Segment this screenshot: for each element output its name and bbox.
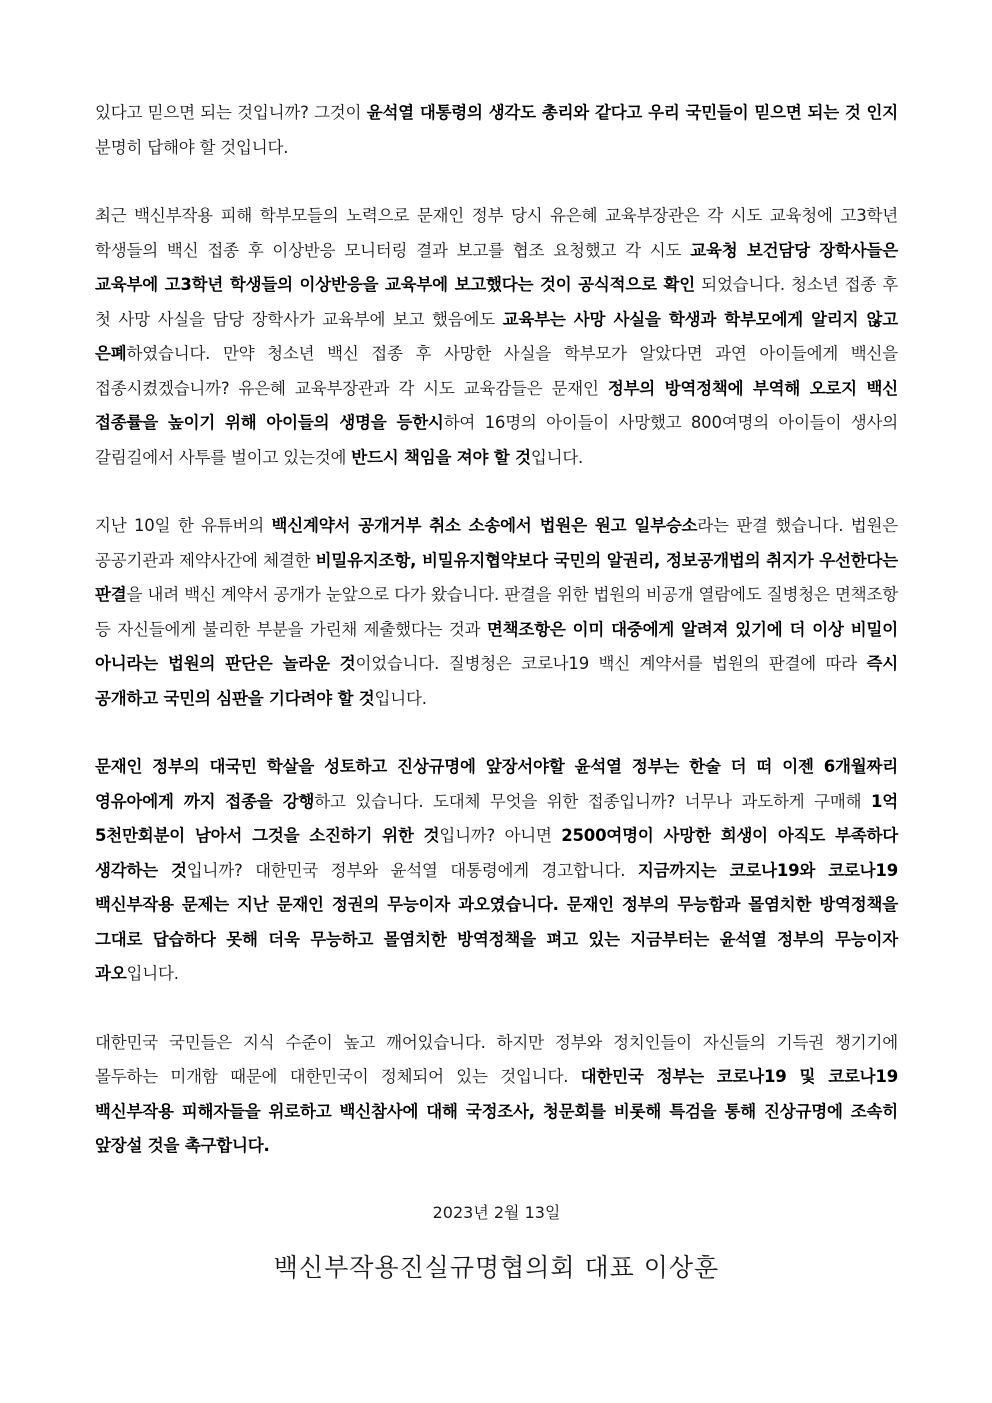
emphasis-text: 면책조항은 이미 대중에게 알려져 있기에 더 이상 비밀이 아니라는 법원의 판단은 놀라운 것	[95, 619, 899, 673]
emphasis-text: 교육청 보건담당 장학사들은 교육부에 고3학년 학생들의 이상반응을 교육부에 보고했다는 것이 공식적으로 확인	[95, 240, 898, 294]
body-text: 최근 백신부작용 피해 학부모들의 노력으로 문재인 정부 당시 유은혜 교육부장관은 각 시도 교육청에 고3학년 학생들의 백신 접종 후 이상반응 모니터링 결과 보고를 협조 요청했고 각 시도	[95, 206, 898, 260]
body-text: 하고 있습니다. 도대체 무엇을 위한 접종입니까? 너무나 과도하게 구매해	[314, 791, 871, 811]
paragraph-2	[95, 199, 898, 475]
body-text: 입니까? 대한민국 정부와 윤석열 대통령에게 경고합니다.	[186, 860, 638, 880]
body-text: 라는 판결 했습니다. 법원은 공공기관과 제약사간에 체결한	[95, 516, 898, 570]
emphasis-text: 윤석열 대통령의 생각도 총리와 같다고 우리 국민들이 믿으면 되는 것 인지	[366, 103, 898, 122]
emphasis-text: 비밀유지조항, 비밀유지협약보다 국민의 알권리, 정보공개법의 취지가 우선한다는 판결	[95, 550, 898, 604]
body-text: 이었습니다. 질병청은 코로나19 백신 계약서를 법원의 판결에 따라	[355, 654, 867, 673]
paragraph-1	[95, 96, 898, 165]
body-text: 하여 16명의 아이들이 사망했고 800여명의 아이들이 생사의 갈림길에서 사투를 벌이고 있는것에	[95, 413, 898, 467]
statement-body	[95, 96, 898, 1164]
body-text: 입니다.	[126, 964, 179, 983]
emphasis-text: 문재인 정부의 대국민 학살을 성토하고 진상규명에 앞장서야할 윤석열 정부는 한술 더 떠 이젠 6개월짜리 영유아에게 까지 접종을 강행	[95, 757, 898, 811]
emphasis-text: 2500여명이 사망한 희생이 아직도 부족하다 생각하는 것	[95, 826, 898, 880]
body-text: 입니다.	[374, 688, 427, 708]
body-text: 하였습니다. 만약 청소년 백신 접종 후 사망한 사실을 학부모가 알았다면 과연 아이들에게 백신을 접종시켰겠습니까? 유은혜 교육부장관과 각 시도 교육감들은 문재인	[95, 344, 898, 398]
paragraph-4	[95, 750, 898, 992]
signature: 백신부작용진실규명협의회 대표 이상훈	[273, 1252, 720, 1282]
emphasis-text: 교육부는 사망 사실을 학생과 학부모에게 알리지 않고 은폐	[95, 309, 898, 363]
emphasis-text: 1억 5천만회분이 남아서 그것을 소진하기 위한 것	[95, 791, 898, 845]
body-text: 있다고 믿으면 되는 것입니까? 그것이	[95, 103, 367, 122]
body-text: 되었습니다. 청소년 접종 후 첫 사망 사실을 담당 장학사가 교육부에 보고 했음에도	[95, 275, 898, 329]
statement-date: 2023년 2월 13일	[432, 1202, 561, 1222]
emphasis-text: 즉시 공개하고 국민의 심판을 기다려야 할 것	[95, 654, 898, 708]
body-text: 지난 10일 한 유튜버의	[95, 516, 272, 535]
body-text: 분명히 답해야 할 것입니다.	[95, 137, 289, 157]
emphasis-text: 대한민국 정부는 코로나19 및 코로나19 백신부작용 피해자들을 위로하고 백신참사에 대해 국정조사, 청문회를 비롯해 특검을 통해 진상규명에 조속히 앞장설 것을 촉구합니다.	[95, 1067, 898, 1155]
body-text: 대한민국 국민들은 지식 수준이 높고 깨어있습니다. 하지만 정부와 정치인들이 자신들의 기득권 챙기기에 몰두하는 미개함 때문에 대한민국이 정체되어 있는 것입니다.	[95, 1032, 898, 1086]
emphasis-text: 반드시 책임을 져야 할 것	[351, 447, 531, 467]
body-text: 을 내려 백신 계약서 공개가 눈앞으로 다가 왔습니다. 판결을 위한 법원의 비공개 열람에도 질병청은 면책조항 등 자신들에게 불리한 부분을 가린채 제출했다는 것과	[95, 585, 898, 639]
paragraph-3	[95, 509, 898, 716]
emphasis-text: 지금까지는 코로나19와 코로나19 백신부작용 문제는 지난 문재인 정권의 무능이자 과오였습니다. 문재인 정부의 무능함과 몰염치한 방역정책을 그대로 답습하다 못해 더욱 무능하고 몰염치한 방역정책을 펴고 있는 지금부터는 윤석열 정부의 무능이자 과오	[95, 860, 898, 983]
emphasis-text: 백신계약서 공개거부 취소 소송에서 법원은 원고 일부승소	[271, 516, 698, 535]
paragraph-5	[95, 1026, 898, 1164]
emphasis-text: 정부의 방역정책에 부역해 오로지 백신 접종률을 높이기 위해 아이들의 생명을 등한시	[95, 378, 898, 432]
body-text: 입니까? 아니면	[439, 826, 562, 845]
body-text: 입니다.	[530, 447, 584, 467]
